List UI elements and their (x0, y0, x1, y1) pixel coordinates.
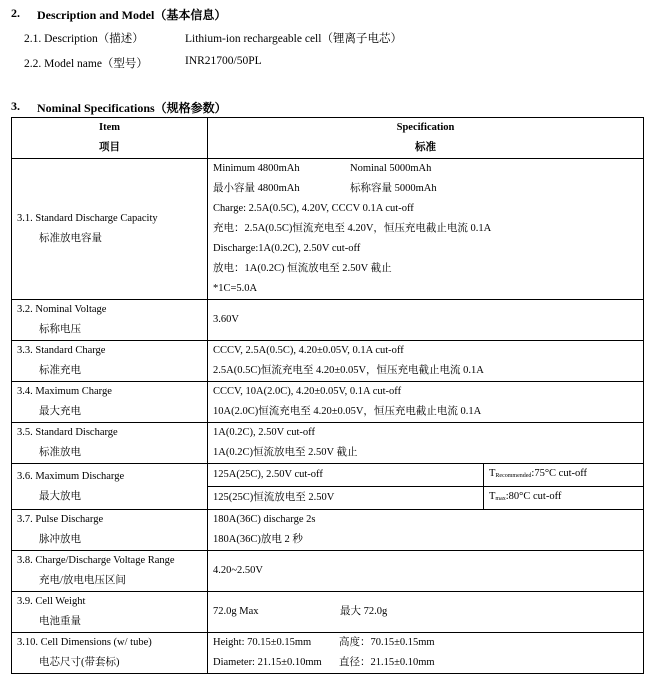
spec-en: CCCV, 2.5A(0.5C), 4.20±0.05V, 0.1A cut-off (213, 345, 404, 356)
item-en: 3.3. Standard Charge (17, 345, 106, 356)
discharge-cn: 放电：1A(0.2C) 恒流放电至 2.50V 截止 (213, 263, 392, 274)
item-en: 3.1. Standard Discharge Capacity (17, 213, 158, 224)
temp-max-subscript: max (495, 496, 506, 502)
item-cell (12, 633, 208, 674)
temp-max-cell (484, 487, 644, 510)
spec-table (11, 117, 644, 674)
item-header (12, 118, 208, 159)
temp-recommended-symbol: T (489, 468, 496, 479)
item-en: 3.4. Maximum Charge (17, 386, 112, 397)
temp-recommended-cell (484, 464, 644, 487)
item-cn: 脉冲放电 (39, 534, 81, 545)
item-cn: 电池重量 (39, 616, 81, 627)
item-en: 3.7. Pulse Discharge (17, 514, 104, 525)
spec-cell (208, 592, 644, 633)
item-cn: 标准放电 (39, 447, 81, 458)
capacity-min-en: Minimum 4800mAh (213, 163, 300, 174)
item-cell (12, 423, 208, 464)
capacity-nom-cn: 标称容量 5000mAh (350, 183, 437, 194)
item-cell (12, 464, 208, 510)
capacity-nom-en: Nominal 5000mAh (350, 163, 432, 174)
nominal-voltage-value: 3.60V (213, 314, 239, 325)
spec-cell (208, 633, 644, 674)
height-en: Height: 70.15±0.15mm (213, 637, 312, 648)
item-en: 3.9. Cell Weight (17, 596, 86, 607)
spec-cell (208, 487, 484, 510)
item-cn: 标准放电容量 (39, 233, 102, 244)
item-header-en: Item (99, 122, 120, 133)
item-cn: 标称电压 (39, 324, 81, 335)
item-en: 3.10. Cell Dimensions (w/ tube) (17, 637, 152, 648)
item-cell (12, 341, 208, 382)
spec-cell (208, 341, 644, 382)
section-2-title: Description and Model（基本信息） (37, 8, 227, 22)
spec-cn: 125(25C)恒流放电至 2.50V (213, 492, 335, 503)
spec-cn: 2.5A(0.5C)恒流充电至 4.20±0.05V，恒压充电截止电流 0.1A (213, 365, 484, 376)
weight-en: 72.0g Max (213, 606, 259, 617)
item-cell (12, 510, 208, 551)
item-cn: 最大放电 (39, 490, 81, 502)
diameter-cn: 直径：21.15±0.10mm (339, 657, 435, 668)
table-row (12, 551, 644, 592)
spec-en: 125A(25C), 2.50V cut-off (213, 469, 323, 480)
temp-recommended-subscript: Recommended (495, 473, 532, 479)
item-en: 3.5. Standard Discharge (17, 427, 118, 438)
item-cn: 标准充电 (39, 365, 81, 376)
section-2-number: 2. (11, 6, 20, 20)
item-en: 3.8. Charge/Discharge Voltage Range (17, 555, 175, 566)
item-cell (12, 382, 208, 423)
spec-header-cn: 标准 (415, 142, 436, 153)
item-cn: 最大充电 (39, 406, 81, 417)
model-value: INR21700/50PL (185, 55, 262, 67)
item-cn: 电芯尺寸(带套标) (39, 657, 120, 668)
spec-cn: 10A(2.0C)恒流充电至 4.20±0.05V，恒压充电截止电流 0.1A (213, 406, 482, 417)
section-3-number: 3. (11, 99, 20, 113)
description-label: 2.1. Description（描述） (24, 33, 144, 45)
spec-cn: 180A(36C)放电 2 秒 (213, 534, 303, 545)
spec-cell (208, 423, 644, 464)
table-row (12, 423, 644, 464)
table-row (12, 464, 644, 487)
table-header-row (12, 118, 644, 159)
spec-cn: 1A(0.2C)恒流放电至 2.50V 截止 (213, 447, 358, 458)
spec-cell (208, 159, 644, 300)
spec-header (208, 118, 644, 159)
item-cell (12, 300, 208, 341)
height-cn: 高度：70.15±0.15mm (339, 637, 435, 648)
weight-cn: 最大 72.0g (340, 606, 388, 617)
diameter-en: Diameter: 21.15±0.10mm (213, 657, 322, 668)
table-row (12, 633, 644, 674)
description-value: Lithium-ion rechargeable cell（锂离子电芯） (185, 33, 402, 45)
model-label: 2.2. Model name（型号） (24, 58, 148, 70)
capacity-min-cn: 最小容量 4800mAh (213, 183, 300, 194)
spec-cell (208, 510, 644, 551)
temp-max-symbol: T (489, 491, 496, 502)
charge-en: Charge: 2.5A(0.5C), 4.20V, CCCV 0.1A cut-off (213, 203, 414, 214)
spec-en: 180A(36C) discharge 2s (213, 514, 316, 525)
item-header-cn: 项目 (99, 142, 120, 153)
spec-en: 1A(0.2C), 2.50V cut-off (213, 427, 315, 438)
spec-cell (208, 464, 484, 487)
item-en: 3.2. Nominal Voltage (17, 304, 107, 315)
item-cell (12, 551, 208, 592)
table-row (12, 341, 644, 382)
temp-max-value: :80°C cut-off (505, 491, 562, 502)
item-cell (12, 592, 208, 633)
table-row (12, 300, 644, 341)
spec-cell (208, 551, 644, 592)
table-row (12, 592, 644, 633)
spec-en: CCCV, 10A(2.0C), 4.20±0.05V, 0.1A cut-off (213, 386, 402, 397)
discharge-en: Discharge:1A(0.2C), 2.50V cut-off (213, 243, 361, 254)
spec-header-en: Specification (396, 122, 455, 133)
voltage-range-value: 4.20~2.50V (213, 565, 264, 576)
charge-cn: 充电：2.5A(0.5C)恒流充电至 4.20V，恒压充电截止电流 0.1A (213, 223, 492, 234)
temp-recommended-value: :75°C cut-off (531, 468, 588, 479)
c-rate-note: *1C=5.0A (213, 283, 258, 294)
item-cell (12, 159, 208, 300)
table-row (12, 159, 644, 300)
spec-cell (208, 300, 644, 341)
item-cn: 充电/放电电压区间 (39, 575, 126, 586)
spec-cell (208, 382, 644, 423)
table-row (12, 382, 644, 423)
section-3-title: Nominal Specifications（规格参数） (37, 101, 227, 115)
table-row (12, 510, 644, 551)
item-en: 3.6. Maximum Discharge (17, 470, 125, 482)
